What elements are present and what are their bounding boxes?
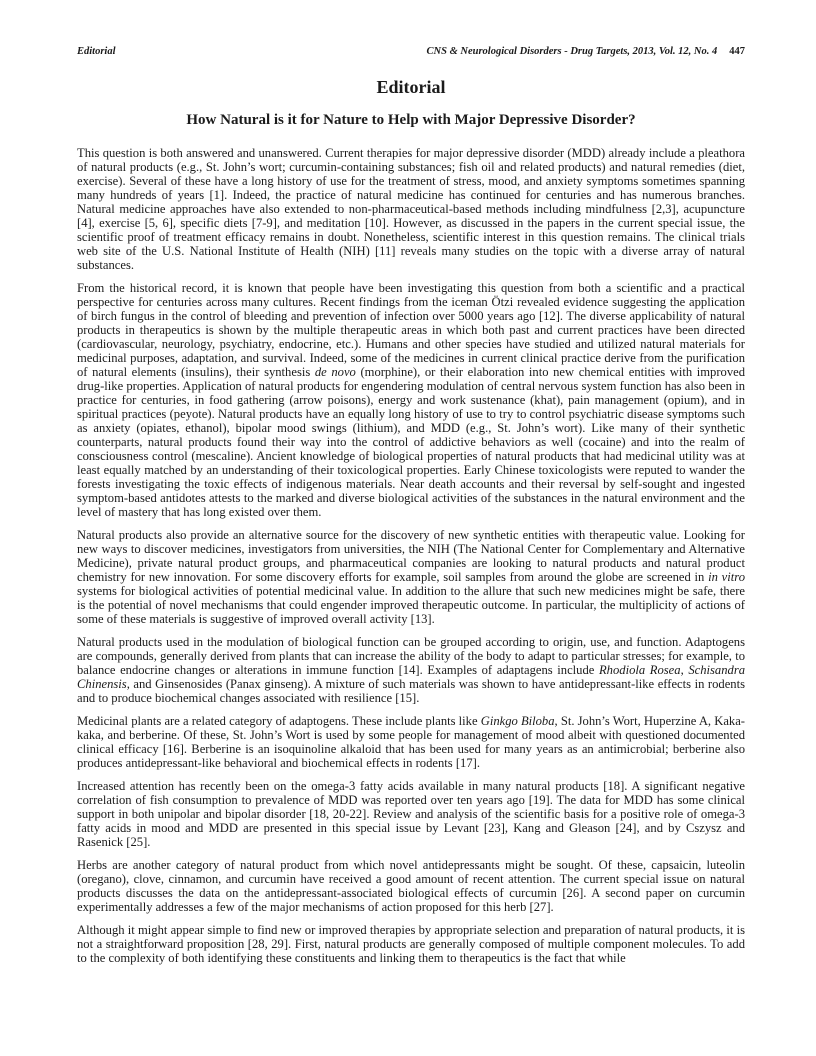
paragraph: From the historical record, it is known that people have been investigating this question from both a scientific and a practical perspective for centuries across many cultures. Recent findings from the iceman Ötzi revealed evidence suggesting the application of birch fungus in the control of bleeding and prevention of infection over 5000 years ago [12]. The diverse applicability of natural products in therapeutics is shown by the multiple therapeutic areas in which both past and current practices have been directed (cardiovascular, neurology, psychiatry, endocrine, etc.). Humans and other species have studied and utilized natural materials for medicinal purposes, adaptation, and survival. Indeed, some of the medicines in current clinical practice derive from the purification of natural elements (insulins), their synthesis de novo (morphine), or their elaboration into new chemical entities with improved drug-like properties. Application of natural products for engendering modulation of central nervous system function has also been in practice for centuries, in food gathering (arrow poisons), energy and work sustenance (khat), pain management (opium), and in spiritual practices (peyote). Natural products have an equally long history of use to try to control psychiatric disease symptoms such as anxiety (opiates, ethanol), bipolar mood swings (lithium), and MDD (e.g., St. John’s wort). Like many of their synthetic counterparts, natural products found their way into the control of addictive behaviors as well (cocaine) and into the realm of consciousness control (mescaline). Ancient knowledge of biological properties of natural products that had medicinal utility was at least equally matched by an understanding of their toxicological properties. Early Chinese toxicologists were reputed to wander the forests investigating the toxic effects of indigenous materials. Near death accounts and their reversal by self-sought and ingested symptom-based antidotes attests to the marked and diverse biological activities of the substances in the natural environment and the level of mastery that has long existed over them.	[77, 281, 746, 519]
paragraph: Natural products also provide an alternative source for the discovery of new synthetic entities with therapeutic value. Looking for new ways to discover medicines, investigators from universities, the NIH (The National Center for Complementary and Alternative Medicine), private natural product groups, and pharmaceutical companies are looking to natural products and natural product chemistry for new innovation. For some discovery efforts for example, soil samples from around the globe are screened in in vitro systems for biological activities of potential medicinal value. In addition to the allure that such new medicines might be safe, there is the potential of novel mechanisms that could engender improved therapeutic outcome. In particular, the multiplicity of actions of some of these materials is suggestive of improved overall activity [13].	[77, 528, 746, 626]
paragraph: This question is both answered and unanswered. Current therapies for major depressive disorder (MDD) already include a pleathora of natural products (e.g., St. John’s wort; curcumin-containing substances; fish oil and related products) and natural remedies (diet, exercise). Several of these have a long history of use for the treatment of stress, mood, and anxiety symptoms sometimes spanning many hundreds of years [1]. Indeed, the practice of natural medicine has continued for centuries and has numerous branches. Natural medicine approaches have also extended to non-pharmaceutical-based methods including mindfulness [2,3], acupuncture [4], exercise [5, 6], specific diets [7-9], and meditation [10]. However, as discussed in the papers in the current special issue, the scientific proof of treatment efficacy remains in doubt. Nonetheless, scientific interest in this question remains. The clinical trials web site of the U.S. National Institute of Health (NIH) [11] reveals many studies on the topic with a diverse array of natural substances.	[77, 146, 745, 272]
article-title: How Natural is it for Nature to Help with Major Depressive Disorder?	[186, 112, 636, 128]
running-head-journal	[427, 46, 745, 57]
paragraph: Medicinal plants are a related category of adaptogens. These include plants like Ginkgo Biloba, St. John’s Wort, Huperzine A, Kaka-kaka, and berberine. Of these, St. John’s Wort is used by some people for management of mood albeit with questioned documented clinical efficacy [16]. Berberine is an isoquinoline alkaloid that has been used for many years as an antimicrobial; berberine also produces antidepressant-like behavioral and biochemical effects in rodents [17].	[77, 714, 745, 770]
section-heading: Editorial	[376, 77, 446, 97]
paragraph: Herbs are another category of natural product from which novel antidepressants might be sought. Of these, capsaicin, luteolin (oregano), clove, cinnamon, and curcumin have received a good amount of recent attention. The current special issue on natural products discusses the data on the antidepressant-associated biological effects of curcumin [26]. A second paper on curcumin experimentally addresses a few of the major mechanisms of action proposed for this herb [27].	[77, 858, 745, 914]
paragraph: Increased attention has recently been on the omega-3 fatty acids available in many natural products [18]. A significant negative correlation of fish consumption to prevalence of MDD was reported over ten years ago [19]. The data for MDD has some clinical support in both unipolar and bipolar disorder [18, 20-22]. Review and analysis of the scientific basis for a positive role of omega-3 fatty acids in mood and MDD are presented in this special issue by Levant [23], Kang and Gleason [24], and by Cszysz and Rasenick [25].	[77, 779, 745, 849]
paragraph: Natural products used in the modulation of biological function can be grouped according to origin, use, and function. Adaptogens are compounds, generally derived from plants that can increase the ability of the body to adapt to particular stresses; for example, to balance endocrine changes or alterations in immune function [14]. Examples of adaptagens include Rhodiola Rosea, Schisandra Chinensis, and Ginsenosides (Panax ginseng). A mixture of such materials was shown to have antidepressant-like effects in rodents and to produce biochemical changes associated with resilience [15].	[77, 635, 746, 705]
article-body	[77, 146, 745, 965]
running-head	[77, 46, 745, 57]
journal-citation: CNS & Neurological Disorders - Drug Targets, 2013, Vol. 12, No. 4	[426, 46, 718, 57]
running-head-section: Editorial	[77, 46, 116, 57]
paragraph: Although it might appear simple to find new or improved therapies by appropriate selection and preparation of natural products, it is not a straightforward proposition [28, 29]. First, natural products are generally composed of multiple component molecules. To add to the complexity of both identifying these constituents and linking them to therapeutics is the fact that while	[77, 923, 745, 965]
page-number: 447	[729, 46, 745, 57]
